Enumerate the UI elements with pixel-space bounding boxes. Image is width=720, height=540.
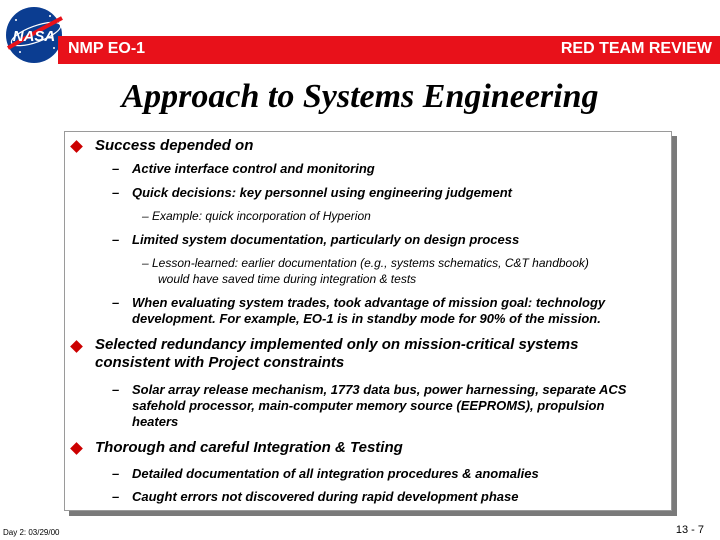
dash-marker: – (112, 161, 120, 176)
dash-marker: – (112, 489, 120, 504)
bullet-testing: Thorough and careful Integration & Testing (95, 439, 403, 456)
svg-text:NASA: NASA (12, 28, 56, 45)
sub-bullet-quick-decisions: Quick decisions: key personnel using engineering judgement (132, 185, 512, 200)
footer-date: Day 2: 03/29/00 (3, 528, 60, 537)
project-label: NMP EO-1 (68, 40, 146, 57)
dash-marker: – (112, 185, 120, 200)
sub-bullet-caught-errors: Caught errors not discovered during rapid development phase (132, 489, 519, 504)
page-number: 13 - 7 (675, 524, 704, 536)
dash-marker: – (112, 232, 120, 247)
dash-marker: – (112, 382, 120, 397)
sub-bullet-limited-documentation: Limited system documentation, particularly on design process (132, 232, 520, 247)
sub-bullet-interface-control: Active interface control and monitoring (132, 161, 375, 176)
page-title: Approach to Systems Engineering (121, 78, 599, 115)
header-bar (58, 36, 720, 64)
dash-marker: – (112, 295, 120, 310)
review-label: RED TEAM REVIEW (560, 40, 712, 57)
dash-marker: – (112, 466, 120, 481)
sub-sub-bullet-hyperion: – Example: quick incorporation of Hyperion (142, 209, 371, 223)
bullet-success: Success depended on (95, 137, 254, 154)
bullet-redundancy: Selected redundancy implemented only on mission-critical systems consistent with Project constraints (95, 336, 579, 371)
sub-bullet-system-trades: When evaluating system trades, took advantage of mission goal: technology development. For example, EO-1 is in standby mode for 90% of the mission. (132, 295, 606, 326)
sub-bullet-redundant-systems: Solar array release mechanism, 1773 data bus, power harnessing, separate ACS safehold processor, main-computer memory source (EEPROMS), propulsion heaters (132, 382, 627, 429)
sub-sub-bullet-lesson-learned: – Lesson-learned: earlier documentation (e.g., systems schematics, C&T handbook) would have saved time during integration & tests (142, 256, 589, 286)
nasa-logo (2, 4, 66, 66)
sub-bullet-detailed-documentation: Detailed documentation of all integration procedures & anomalies (132, 466, 539, 481)
